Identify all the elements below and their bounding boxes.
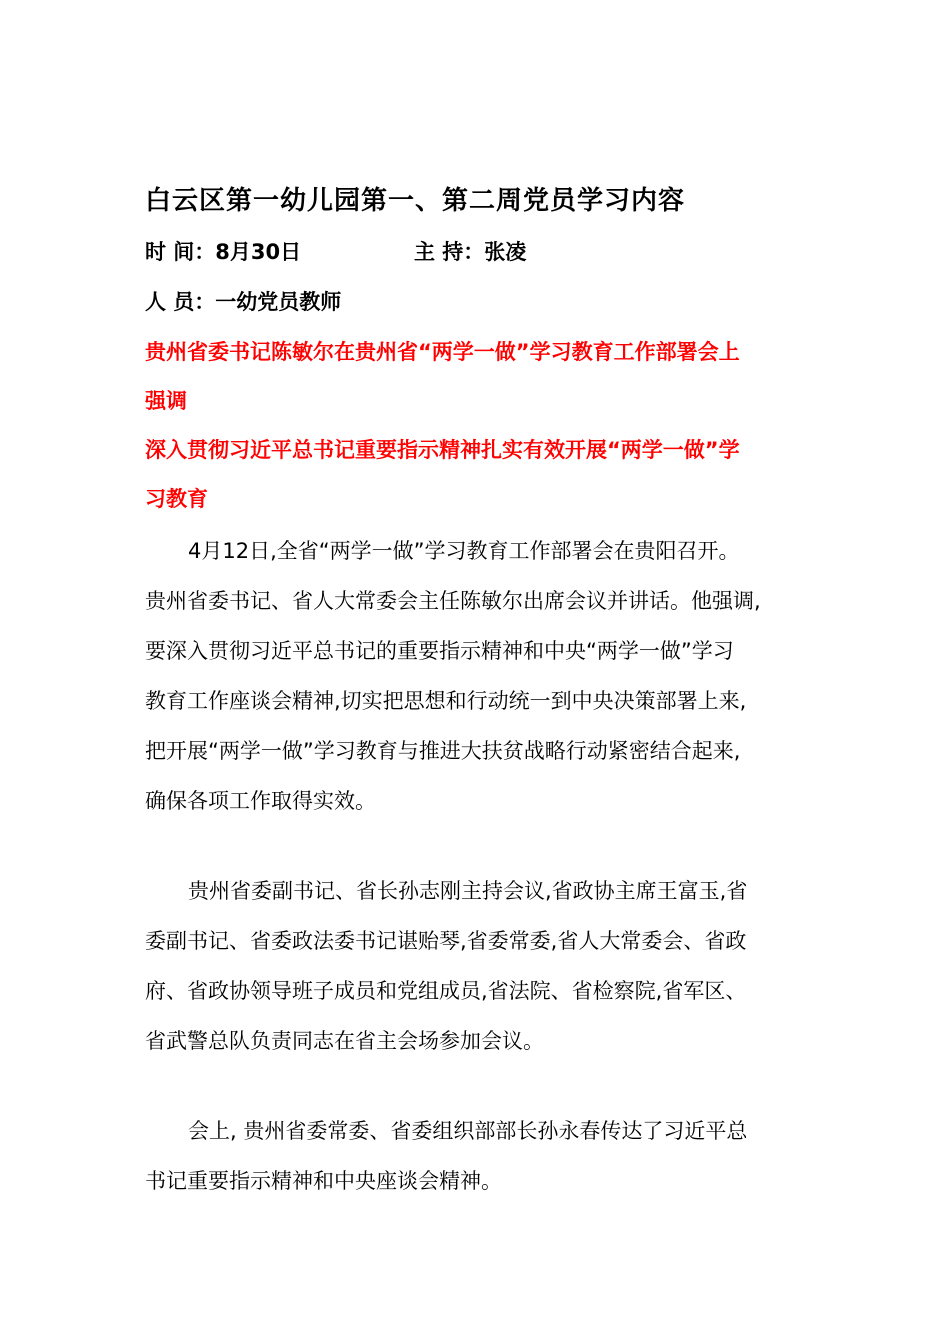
document-title: 白云区第一幼儿园第一、第二周党员学习内容 xyxy=(145,186,686,216)
paragraph-line: 确保各项工作取得实效。 xyxy=(145,789,376,813)
paragraph-line: 府、省政协领导班子成员和党组成员,省法院、省检察院,省军区、 xyxy=(145,979,747,1003)
paragraph-line: 贵州省委副书记、省长孙志刚主持会议,省政协主席王富玉,省 xyxy=(188,879,748,903)
headline-line: 强调 xyxy=(145,389,187,413)
time-field: 时 间：8月30日 xyxy=(145,240,302,264)
host-field: 主 持：张凌 xyxy=(414,240,527,264)
paragraph-line: 省武警总队负责同志在省主会场参加会议。 xyxy=(145,1029,544,1053)
paragraph-line: 把开展“两学一做”学习教育与推进大扶贫战略行动紧密结合起来, xyxy=(145,739,741,763)
paragraph-line: 会上, 贵州省委常委、省委组织部部长孙永春传达了习近平总 xyxy=(188,1119,748,1143)
headline-line: 深入贯彻习近平总书记重要指示精神扎实有效开展“两学一做”学 xyxy=(145,438,740,462)
paragraph-line: 委副书记、省委政法委书记谌贻琴,省委常委,省人大常委会、省政 xyxy=(145,929,747,953)
paragraph-line: 教育工作座谈会精神,切实把思想和行动统一到中央决策部署上来, xyxy=(145,689,747,713)
headline-line: 习教育 xyxy=(145,487,208,511)
paragraph-line: 贵州省委书记、省人大常委会主任陈敏尔出席会议并讲话。他强调, xyxy=(145,589,761,613)
paragraph-line: 4月12日,全省“两学一做”学习教育工作部署会在贵阳召开。 xyxy=(188,539,740,563)
people-field: 人 员：一幼党员教师 xyxy=(145,290,342,314)
headline-line: 贵州省委书记陈敏尔在贵州省“两学一做”学习教育工作部署会上 xyxy=(145,340,740,364)
paragraph-line: 要深入贯彻习近平总书记的重要指示精神和中央“两学一做”学习 xyxy=(145,639,734,663)
paragraph-line: 书记重要指示精神和中央座谈会精神。 xyxy=(145,1169,502,1193)
